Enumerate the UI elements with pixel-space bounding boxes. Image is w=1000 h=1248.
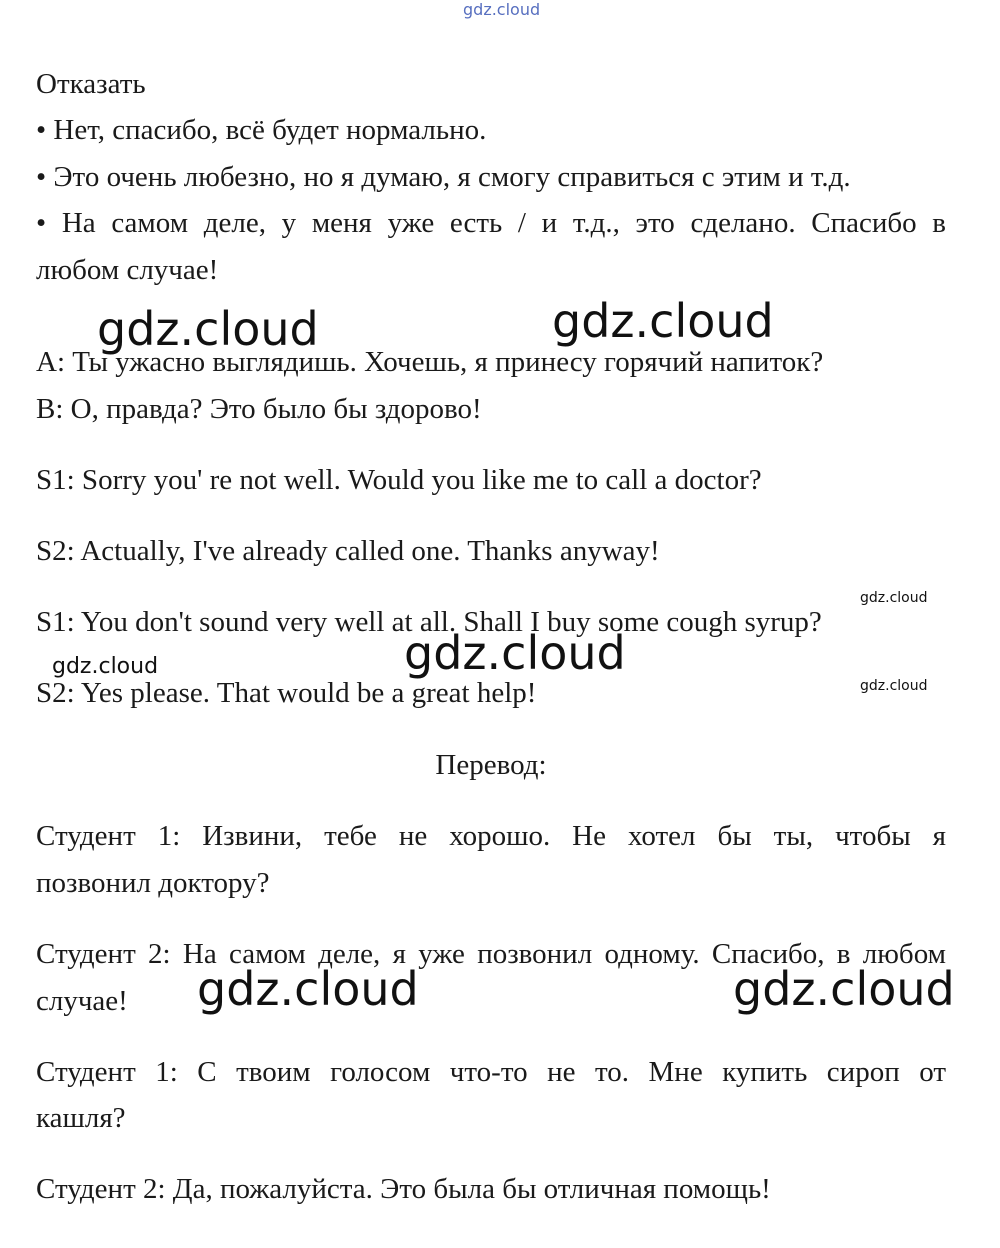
translation-1-line-1: Студент 1: Извини, тебе не хорошо. Не хотел бы ты, чтобы я [36, 820, 946, 852]
translation-1-line-2: позвонил доктору? [36, 867, 270, 899]
dialogue-s1-second: S1: You don't sound very well at all. Shall I buy some cough syrup? [36, 606, 822, 638]
translation-4: Студент 2: Да, пожалуйста. Это была бы отличная помощь! [36, 1173, 771, 1205]
refuse-bullet-3-line-2: любом случае! [36, 254, 219, 286]
dialogue-s2-first: S2: Actually, I've already called one. Thanks anyway! [36, 535, 660, 567]
dialogue-s1-first: S1: Sorry you' re not well. Would you like me to call a doctor? [36, 464, 762, 496]
translation-2-line-2: случае! [36, 985, 128, 1017]
watermark-4: gdz.cloud [404, 626, 626, 680]
watermark-3: gdz.cloud [860, 590, 928, 606]
translation-heading: Перевод: [435, 749, 547, 781]
example-line-b: В: О, правда? Это было бы здорово! [36, 393, 482, 425]
watermark-5: gdz.cloud [52, 654, 159, 679]
refuse-heading: Отказать [36, 68, 146, 100]
translation-3-line-1: Студент 1: С твоим голосом что-то не то. Мне купить сироп от [36, 1056, 946, 1088]
watermark-1: gdz.cloud [97, 302, 319, 356]
refuse-bullet-2: • Это очень любезно, но я думаю, я смогу справиться с этим и т.д. [36, 161, 851, 193]
dialogue-s2-second: S2: Yes please. That would be a great help! [36, 677, 537, 709]
watermark-top: gdz.cloud [463, 0, 541, 19]
watermark-8: gdz.cloud [733, 962, 955, 1016]
translation-2-line-1: Студент 2: На самом деле, я уже позвонил одному. Спасибо, в любом [36, 938, 946, 970]
example-line-a: А: Ты ужасно выглядишь. Хочешь, я принесу горячий напиток? [36, 346, 824, 378]
translation-3-line-2: кашля? [36, 1102, 126, 1134]
refuse-bullet-3-line-1: • На самом деле, у меня уже есть / и т.д., это сделано. Спасибо в [36, 207, 946, 239]
refuse-bullet-1: • Нет, спасибо, всё будет нормально. [36, 114, 487, 146]
watermark-7: gdz.cloud [197, 962, 419, 1016]
watermark-6: gdz.cloud [860, 678, 928, 694]
watermark-2: gdz.cloud [552, 294, 774, 348]
